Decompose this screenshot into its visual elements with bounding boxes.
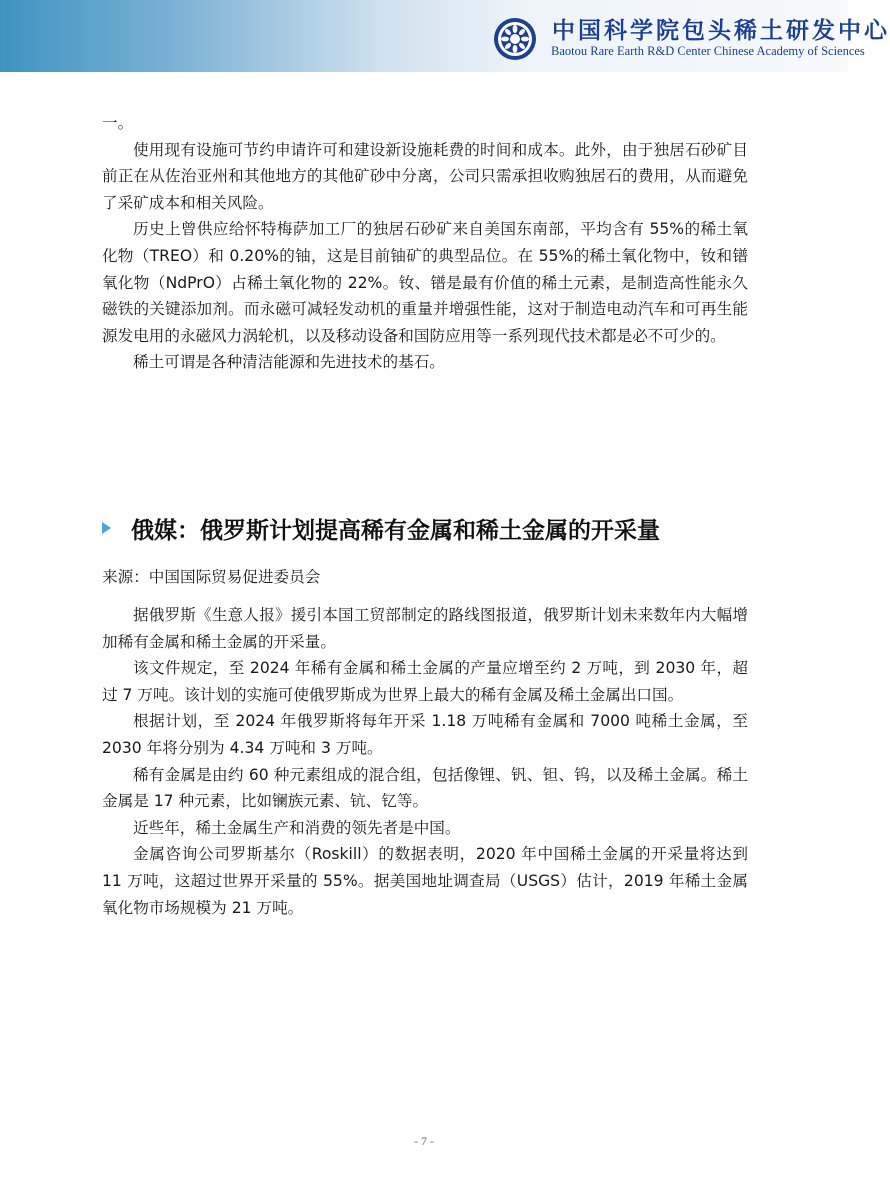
paragraph: 近些年，稀土金属生产和消费的领先者是中国。: [133, 818, 461, 837]
paragraph: 根据计划，至 2024 年俄罗斯将每年开采 1.18 万吨稀有金属和 7000 吨稀土金属，至 2030 年将分别为 4.34 万吨和 3 万吨。: [102, 712, 748, 757]
article-body-top: [102, 110, 748, 376]
paragraph: 该文件规定，至 2024 年稀有金属和稀土金属的产量应增至约 2 万吨，到 2030 年，超过 7 万吨。该计划的实施可使俄罗斯成为世界上最大的稀有金属及稀土金属出口国。: [102, 659, 748, 704]
paragraph: 稀土可谓是各种清洁能源和先进技术的基石。: [133, 353, 445, 372]
org-name-cn: 中国科学院包头稀土研发中心: [552, 18, 890, 44]
paragraph: 使用现有设施可节约申请许可和建设新设施耗费的时间和成本。此外，由于独居石砂矿目前正在从佐治亚州和其他地方的其他矿砂中分离，公司只需承担收购独居石的费用，从而避免了采矿成本和相关风险。: [102, 140, 748, 212]
article-body-section: [102, 602, 748, 921]
article-source: 来源：中国国际贸易促进委员会: [102, 568, 321, 586]
paragraph: 历史上曾供应给怀特梅萨加工厂的独居石砂矿来自美国东南部，平均含有 55%的稀土氧化物（TREO）和 0.20%的铀，这是目前铀矿的典型品位。在 55%的稀土氧化物中，钕和镨氧化物（NdPrO）占稀土氧化物的 22%。钕、镨是最有价值的稀土元素，是制造高性能永久磁铁的关键添加剂。而永磁可减轻发动机的重量并增强性能，这对于制造电动汽车和可再生能源发电用的永磁风力涡轮机，以及移动设备和国防应用等一系列现代技术都是必不可少的。: [102, 220, 748, 345]
paragraph: 金属咨询公司罗斯基尔（Roskill）的数据表明，2020 年中国稀土金属的开采量将达到 11 万吨，这超过世界开采量的 55%。据美国地址调查局（USGS）估计，2019 年稀土金属氧化物市场规模为 21 万吨。: [102, 845, 748, 917]
page-header: [0, 0, 890, 72]
bullet-triangle-icon: [102, 522, 111, 534]
page-number: - 7 -: [414, 1134, 434, 1148]
paragraph: 稀有金属是由约 60 种元素组成的混合组，包括像锂、钒、钽、钨，以及稀土金属。稀土金属是 17 种元素，比如镧族元素、钪、钇等。: [102, 765, 748, 811]
org-name-en: Baotou Rare Earth R&D Center Chinese Academy of Sciences: [551, 44, 865, 58]
paragraph: 一。: [102, 114, 134, 132]
section-heading: [102, 510, 762, 546]
paragraph: 据俄罗斯《生意人报》援引本国工贸部制定的路线图报道，俄罗斯计划未来数年内大幅增加稀有金属和稀土金属的开采量。: [102, 606, 748, 651]
cas-emblem-icon: [493, 17, 537, 61]
section-title: 俄媒：俄罗斯计划提高稀有金属和稀土金属的开采量: [131, 517, 660, 544]
